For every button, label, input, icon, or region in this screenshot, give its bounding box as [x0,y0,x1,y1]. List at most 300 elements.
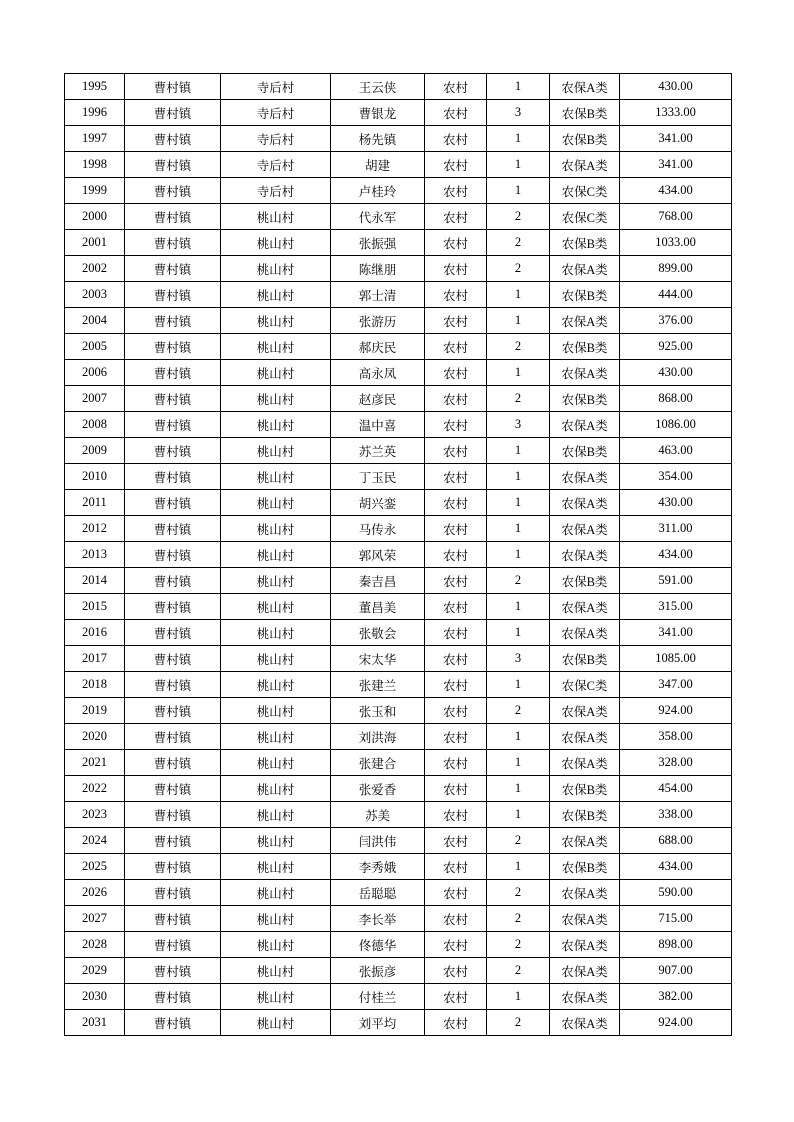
town-cell: 曹村镇 [125,230,221,256]
amount-cell: 907.00 [620,958,732,984]
seq-cell: 2017 [65,646,125,672]
village-cell: 寺后村 [221,152,331,178]
type-cell: 农村 [425,490,487,516]
amount-cell: 430.00 [620,74,732,100]
category-cell: 农保A类 [550,152,620,178]
village-cell: 寺后村 [221,74,331,100]
seq-cell: 2022 [65,776,125,802]
category-cell: 农保A类 [550,724,620,750]
village-cell: 桃山村 [221,906,331,932]
town-cell: 曹村镇 [125,334,221,360]
amount-cell: 341.00 [620,126,732,152]
table-row [65,256,732,282]
count-cell: 1 [487,750,550,776]
category-cell: 农保B类 [550,802,620,828]
village-cell: 桃山村 [221,542,331,568]
seq-cell: 2008 [65,412,125,438]
name-cell: 郭士清 [331,282,425,308]
table-row [65,568,732,594]
village-cell: 寺后村 [221,178,331,204]
town-cell: 曹村镇 [125,620,221,646]
type-cell: 农村 [425,542,487,568]
count-cell: 2 [487,958,550,984]
name-cell: 温中喜 [331,412,425,438]
type-cell: 农村 [425,854,487,880]
town-cell: 曹村镇 [125,308,221,334]
table-row [65,594,732,620]
amount-cell: 430.00 [620,490,732,516]
category-cell: 农保A类 [550,360,620,386]
count-cell: 2 [487,230,550,256]
category-cell: 农保B类 [550,126,620,152]
town-cell: 曹村镇 [125,958,221,984]
name-cell: 苏兰英 [331,438,425,464]
name-cell: 曹银龙 [331,100,425,126]
village-cell: 桃山村 [221,958,331,984]
town-cell: 曹村镇 [125,568,221,594]
village-cell: 桃山村 [221,438,331,464]
table-row [65,386,732,412]
name-cell: 张振彦 [331,958,425,984]
village-cell: 桃山村 [221,1010,331,1036]
name-cell: 张建合 [331,750,425,776]
table-row [65,776,732,802]
table-row [65,958,732,984]
village-cell: 桃山村 [221,516,331,542]
type-cell: 农村 [425,646,487,672]
count-cell: 2 [487,828,550,854]
type-cell: 农村 [425,334,487,360]
table-row [65,698,732,724]
category-cell: 农保A类 [550,594,620,620]
village-cell: 桃山村 [221,568,331,594]
seq-cell: 1999 [65,178,125,204]
town-cell: 曹村镇 [125,542,221,568]
count-cell: 1 [487,724,550,750]
seq-cell: 1995 [65,74,125,100]
count-cell: 2 [487,256,550,282]
count-cell: 1 [487,542,550,568]
type-cell: 农村 [425,74,487,100]
name-cell: 赵彦民 [331,386,425,412]
seq-cell: 2010 [65,464,125,490]
category-cell: 农保A类 [550,828,620,854]
amount-cell: 924.00 [620,698,732,724]
category-cell: 农保A类 [550,1010,620,1036]
seq-cell: 2019 [65,698,125,724]
seq-cell: 2029 [65,958,125,984]
type-cell: 农村 [425,750,487,776]
village-cell: 桃山村 [221,828,331,854]
category-cell: 农保B类 [550,568,620,594]
village-cell: 桃山村 [221,984,331,1010]
count-cell: 2 [487,880,550,906]
village-cell: 桃山村 [221,646,331,672]
count-cell: 1 [487,776,550,802]
name-cell: 岳聪聪 [331,880,425,906]
count-cell: 1 [487,126,550,152]
category-cell: 农保B类 [550,334,620,360]
town-cell: 曹村镇 [125,698,221,724]
seq-cell: 2020 [65,724,125,750]
town-cell: 曹村镇 [125,828,221,854]
table-row [65,646,732,672]
name-cell: 张游历 [331,308,425,334]
type-cell: 农村 [425,438,487,464]
type-cell: 农村 [425,230,487,256]
town-cell: 曹村镇 [125,256,221,282]
name-cell: 代永军 [331,204,425,230]
village-cell: 桃山村 [221,412,331,438]
amount-cell: 341.00 [620,620,732,646]
name-cell: 董昌美 [331,594,425,620]
category-cell: 农保B类 [550,386,620,412]
village-cell: 桃山村 [221,282,331,308]
name-cell: 张振强 [331,230,425,256]
type-cell: 农村 [425,880,487,906]
count-cell: 1 [487,74,550,100]
count-cell: 2 [487,698,550,724]
seq-cell: 2028 [65,932,125,958]
village-cell: 桃山村 [221,802,331,828]
records-table-body [65,74,732,1036]
table-row [65,282,732,308]
seq-cell: 2006 [65,360,125,386]
village-cell: 桃山村 [221,230,331,256]
village-cell: 桃山村 [221,750,331,776]
table-row [65,724,732,750]
seq-cell: 2001 [65,230,125,256]
count-cell: 1 [487,152,550,178]
table-row [65,828,732,854]
category-cell: 农保A类 [550,490,620,516]
table-row [65,932,732,958]
table-row [65,880,732,906]
category-cell: 农保A类 [550,308,620,334]
table-row [65,464,732,490]
seq-cell: 2027 [65,906,125,932]
count-cell: 1 [487,854,550,880]
name-cell: 王云侠 [331,74,425,100]
amount-cell: 328.00 [620,750,732,776]
amount-cell: 868.00 [620,386,732,412]
amount-cell: 434.00 [620,542,732,568]
seq-cell: 2024 [65,828,125,854]
amount-cell: 768.00 [620,204,732,230]
category-cell: 农保A类 [550,256,620,282]
seq-cell: 2015 [65,594,125,620]
amount-cell: 899.00 [620,256,732,282]
name-cell: 付桂兰 [331,984,425,1010]
category-cell: 农保B类 [550,854,620,880]
village-cell: 桃山村 [221,776,331,802]
name-cell: 闫洪伟 [331,828,425,854]
town-cell: 曹村镇 [125,386,221,412]
seq-cell: 1996 [65,100,125,126]
seq-cell: 1998 [65,152,125,178]
count-cell: 2 [487,1010,550,1036]
type-cell: 农村 [425,100,487,126]
type-cell: 农村 [425,360,487,386]
town-cell: 曹村镇 [125,1010,221,1036]
amount-cell: 924.00 [620,1010,732,1036]
town-cell: 曹村镇 [125,360,221,386]
count-cell: 1 [487,516,550,542]
village-cell: 桃山村 [221,360,331,386]
count-cell: 1 [487,490,550,516]
name-cell: 郭风荣 [331,542,425,568]
seq-cell: 2013 [65,542,125,568]
amount-cell: 925.00 [620,334,732,360]
table-row [65,152,732,178]
type-cell: 农村 [425,906,487,932]
table-row [65,984,732,1010]
town-cell: 曹村镇 [125,152,221,178]
seq-cell: 2005 [65,334,125,360]
village-cell: 桃山村 [221,672,331,698]
records-table [64,73,732,1036]
category-cell: 农保A类 [550,412,620,438]
category-cell: 农保B类 [550,438,620,464]
amount-cell: 688.00 [620,828,732,854]
village-cell: 桃山村 [221,594,331,620]
count-cell: 2 [487,334,550,360]
amount-cell: 338.00 [620,802,732,828]
name-cell: 刘平均 [331,1010,425,1036]
category-cell: 农保C类 [550,672,620,698]
seq-cell: 2009 [65,438,125,464]
type-cell: 农村 [425,594,487,620]
count-cell: 3 [487,100,550,126]
table-row [65,100,732,126]
name-cell: 苏美 [331,802,425,828]
count-cell: 1 [487,308,550,334]
village-cell: 桃山村 [221,204,331,230]
town-cell: 曹村镇 [125,490,221,516]
count-cell: 1 [487,620,550,646]
village-cell: 桃山村 [221,932,331,958]
category-cell: 农保A类 [550,906,620,932]
seq-cell: 2018 [65,672,125,698]
seq-cell: 2026 [65,880,125,906]
town-cell: 曹村镇 [125,438,221,464]
count-cell: 1 [487,178,550,204]
count-cell: 1 [487,802,550,828]
name-cell: 马传永 [331,516,425,542]
town-cell: 曹村镇 [125,516,221,542]
village-cell: 寺后村 [221,126,331,152]
type-cell: 农村 [425,256,487,282]
type-cell: 农村 [425,412,487,438]
village-cell: 桃山村 [221,464,331,490]
village-cell: 桃山村 [221,490,331,516]
amount-cell: 311.00 [620,516,732,542]
table-row [65,1010,732,1036]
amount-cell: 1333.00 [620,100,732,126]
type-cell: 农村 [425,724,487,750]
amount-cell: 590.00 [620,880,732,906]
town-cell: 曹村镇 [125,932,221,958]
amount-cell: 347.00 [620,672,732,698]
type-cell: 农村 [425,386,487,412]
amount-cell: 1033.00 [620,230,732,256]
category-cell: 农保B类 [550,282,620,308]
table-row [65,74,732,100]
table-row [65,620,732,646]
table-row [65,516,732,542]
category-cell: 农保A类 [550,464,620,490]
table-row [65,412,732,438]
seq-cell: 2023 [65,802,125,828]
name-cell: 丁玉民 [331,464,425,490]
type-cell: 农村 [425,958,487,984]
name-cell: 李秀娥 [331,854,425,880]
category-cell: 农保C类 [550,204,620,230]
count-cell: 1 [487,594,550,620]
category-cell: 农保A类 [550,932,620,958]
category-cell: 农保A类 [550,698,620,724]
town-cell: 曹村镇 [125,984,221,1010]
name-cell: 张敬会 [331,620,425,646]
table-row [65,126,732,152]
category-cell: 农保A类 [550,74,620,100]
type-cell: 农村 [425,152,487,178]
village-cell: 寺后村 [221,100,331,126]
type-cell: 农村 [425,464,487,490]
category-cell: 农保B类 [550,646,620,672]
name-cell: 佟德华 [331,932,425,958]
town-cell: 曹村镇 [125,646,221,672]
town-cell: 曹村镇 [125,672,221,698]
village-cell: 桃山村 [221,854,331,880]
seq-cell: 2004 [65,308,125,334]
table-row [65,230,732,256]
town-cell: 曹村镇 [125,74,221,100]
count-cell: 2 [487,204,550,230]
count-cell: 1 [487,360,550,386]
type-cell: 农村 [425,1010,487,1036]
name-cell: 陈继朋 [331,256,425,282]
seq-cell: 2003 [65,282,125,308]
seq-cell: 2011 [65,490,125,516]
table-row [65,178,732,204]
seq-cell: 2030 [65,984,125,1010]
village-cell: 桃山村 [221,698,331,724]
type-cell: 农村 [425,282,487,308]
table-row [65,308,732,334]
amount-cell: 341.00 [620,152,732,178]
category-cell: 农保A类 [550,880,620,906]
amount-cell: 898.00 [620,932,732,958]
village-cell: 桃山村 [221,334,331,360]
village-cell: 桃山村 [221,620,331,646]
count-cell: 1 [487,672,550,698]
amount-cell: 463.00 [620,438,732,464]
amount-cell: 1086.00 [620,412,732,438]
type-cell: 农村 [425,932,487,958]
name-cell: 李长举 [331,906,425,932]
amount-cell: 434.00 [620,854,732,880]
count-cell: 2 [487,568,550,594]
type-cell: 农村 [425,984,487,1010]
type-cell: 农村 [425,178,487,204]
type-cell: 农村 [425,126,487,152]
category-cell: 农保A类 [550,750,620,776]
town-cell: 曹村镇 [125,282,221,308]
name-cell: 张玉和 [331,698,425,724]
table-row [65,542,732,568]
count-cell: 3 [487,646,550,672]
count-cell: 1 [487,282,550,308]
village-cell: 桃山村 [221,724,331,750]
type-cell: 农村 [425,672,487,698]
table-row [65,204,732,230]
town-cell: 曹村镇 [125,906,221,932]
category-cell: 农保A类 [550,516,620,542]
table-row [65,854,732,880]
amount-cell: 354.00 [620,464,732,490]
town-cell: 曹村镇 [125,750,221,776]
type-cell: 农村 [425,204,487,230]
category-cell: 农保A类 [550,542,620,568]
count-cell: 2 [487,932,550,958]
seq-cell: 2012 [65,516,125,542]
name-cell: 张建兰 [331,672,425,698]
town-cell: 曹村镇 [125,126,221,152]
category-cell: 农保B类 [550,100,620,126]
amount-cell: 358.00 [620,724,732,750]
amount-cell: 315.00 [620,594,732,620]
type-cell: 农村 [425,620,487,646]
village-cell: 桃山村 [221,880,331,906]
type-cell: 农村 [425,516,487,542]
town-cell: 曹村镇 [125,464,221,490]
town-cell: 曹村镇 [125,854,221,880]
name-cell: 张爱香 [331,776,425,802]
table-row [65,438,732,464]
seq-cell: 2016 [65,620,125,646]
town-cell: 曹村镇 [125,178,221,204]
category-cell: 农保A类 [550,958,620,984]
table-row [65,802,732,828]
village-cell: 桃山村 [221,256,331,282]
amount-cell: 382.00 [620,984,732,1010]
count-cell: 2 [487,386,550,412]
table-row [65,906,732,932]
type-cell: 农村 [425,776,487,802]
category-cell: 农保C类 [550,178,620,204]
category-cell: 农保A类 [550,620,620,646]
name-cell: 高永凤 [331,360,425,386]
type-cell: 农村 [425,828,487,854]
name-cell: 卢桂玲 [331,178,425,204]
amount-cell: 376.00 [620,308,732,334]
name-cell: 宋太华 [331,646,425,672]
town-cell: 曹村镇 [125,802,221,828]
amount-cell: 715.00 [620,906,732,932]
amount-cell: 591.00 [620,568,732,594]
seq-cell: 2000 [65,204,125,230]
town-cell: 曹村镇 [125,880,221,906]
table-row [65,490,732,516]
category-cell: 农保B类 [550,776,620,802]
category-cell: 农保B类 [550,230,620,256]
town-cell: 曹村镇 [125,724,221,750]
type-cell: 农村 [425,698,487,724]
amount-cell: 1085.00 [620,646,732,672]
village-cell: 桃山村 [221,386,331,412]
name-cell: 杨先镇 [331,126,425,152]
